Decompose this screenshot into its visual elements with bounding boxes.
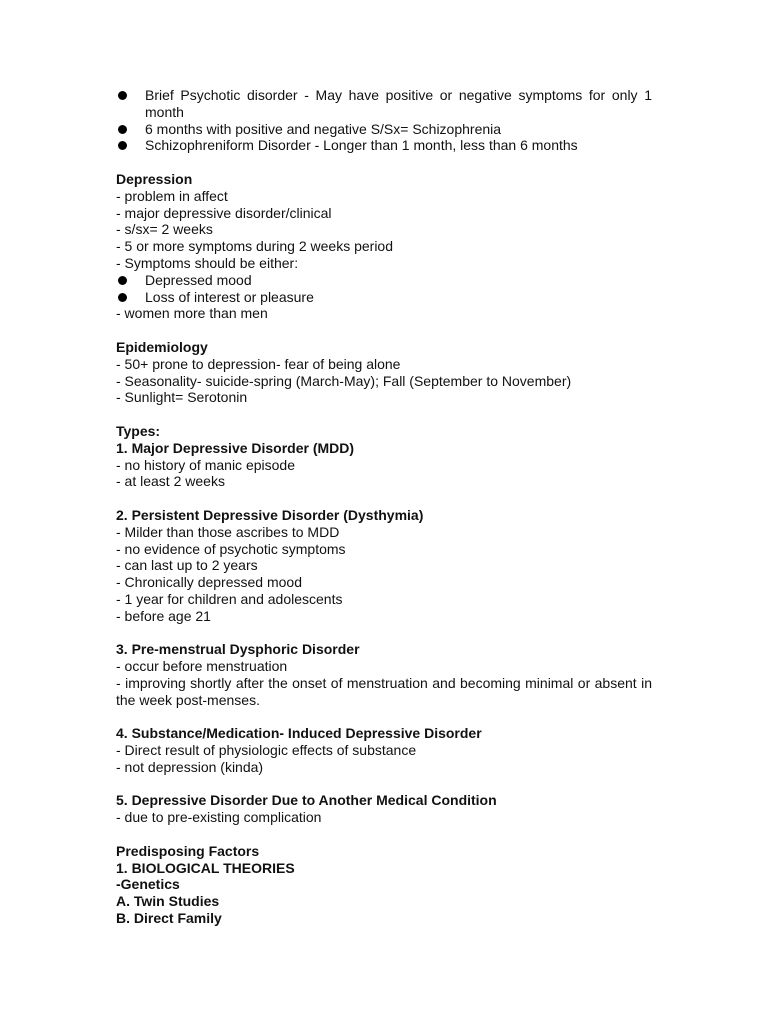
- text-line: 1. BIOLOGICAL THEORIES: [116, 859, 295, 876]
- list-item-text: Brief Psychotic disorder - May have positive or negative symptoms for only 1 month: [145, 87, 652, 120]
- text-line: - not depression (kinda): [116, 758, 264, 775]
- text-line: - 1 year for children and adolescents: [116, 590, 343, 607]
- text-line: - Sunlight= Serotonin: [116, 389, 248, 406]
- type-title: 3. Pre-menstrual Dysphoric Disorder: [116, 641, 360, 658]
- bullet-icon: [118, 141, 127, 150]
- list-item-text: 6 months with positive and negative S/Sx= Schizophrenia: [145, 120, 502, 137]
- text-line: - no history of manic episode: [116, 456, 295, 473]
- bullet-icon: [118, 276, 127, 285]
- type-title: 2. Persistent Depressive Disorder (Dysthymia): [116, 506, 424, 523]
- type-title: 1. Major Depressive Disorder (MDD): [116, 439, 355, 456]
- type-title: 5. Depressive Disorder Due to Another Medical Condition: [116, 792, 497, 809]
- section-heading-predisposing: Predisposing Factors: [116, 842, 260, 859]
- section-heading-depression: Depression: [116, 170, 193, 187]
- text-line: - Milder than those ascribes to MDD: [116, 523, 340, 540]
- text-line: - Seasonality- suicide-spring (March-May); Fall (September to November): [116, 372, 572, 389]
- list-item: [116, 272, 652, 289]
- text-line: - 50+ prone to depression- fear of being alone: [116, 355, 401, 372]
- text-line: - can last up to 2 years: [116, 557, 258, 574]
- text-line: - major depressive disorder/clinical: [116, 204, 332, 221]
- list-item: [116, 289, 652, 306]
- text-line: - problem in affect: [116, 187, 228, 204]
- document-page: [116, 87, 652, 927]
- list-item: [116, 87, 652, 121]
- text-line: - improving shortly after the onset of menstruation and becoming minimal or absent in the week post-menses.: [116, 674, 652, 708]
- text-line: - women more than men: [116, 305, 268, 322]
- text-line: - occur before menstruation: [116, 658, 288, 675]
- bullet-icon: [118, 91, 127, 100]
- bullet-icon: [118, 293, 127, 302]
- list-item: [116, 121, 652, 138]
- text-line: - no evidence of psychotic symptoms: [116, 540, 346, 557]
- text-line: - Symptoms should be either:: [116, 254, 299, 271]
- list-item-text: Depressed mood: [145, 271, 252, 288]
- type-title: 4. Substance/Medication- Induced Depressive Disorder: [116, 725, 482, 742]
- list-item-text: Loss of interest or pleasure: [145, 288, 314, 305]
- text-line: - before age 21: [116, 607, 211, 624]
- text-line: - 5 or more symptoms during 2 weeks period: [116, 238, 393, 255]
- bullet-icon: [118, 125, 127, 134]
- text-line: A. Twin Studies: [116, 893, 220, 910]
- text-line: - Direct result of physiologic effects of substance: [116, 742, 417, 759]
- text-line: -Genetics: [116, 876, 180, 893]
- list-item: [116, 137, 652, 154]
- text-line: - Chronically depressed mood: [116, 574, 302, 591]
- text-line: - s/sx= 2 weeks: [116, 221, 213, 238]
- text-line: B. Direct Family: [116, 910, 222, 927]
- section-heading-types: Types:: [116, 422, 161, 439]
- text-line: - at least 2 weeks: [116, 473, 225, 490]
- section-heading-epidemiology: Epidemiology: [116, 338, 208, 355]
- list-item-text: Schizophreniform Disorder - Longer than 1 month, less than 6 months: [145, 137, 578, 154]
- text-line: - due to pre-existing complication: [116, 809, 322, 826]
